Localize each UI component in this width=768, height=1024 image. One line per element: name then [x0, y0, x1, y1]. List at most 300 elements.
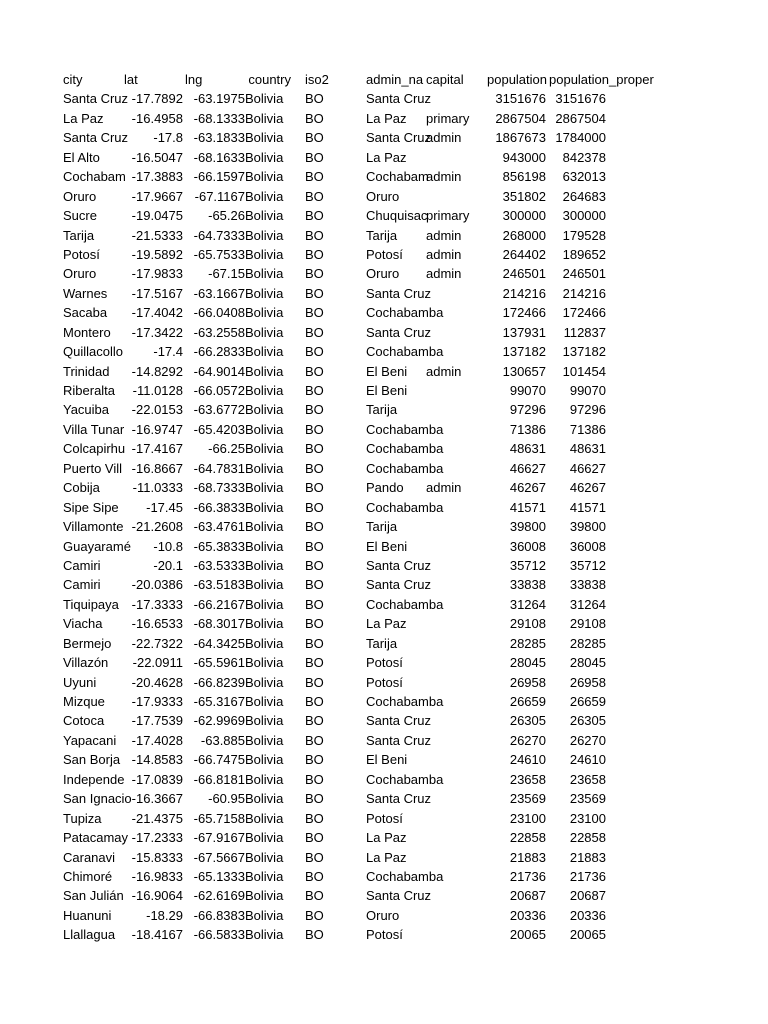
cell-country[interactable]: Bolivia	[245, 655, 284, 671]
cell-population-proper[interactable]: 28045	[569, 655, 606, 671]
cell-country[interactable]: Bolivia	[245, 830, 284, 846]
cell-admin-name[interactable]: Potosí	[366, 927, 403, 943]
cell-city[interactable]: Tupiza	[63, 810, 102, 826]
cell-capital[interactable]	[426, 925, 488, 944]
cell-lat[interactable]: -16.6533	[131, 616, 183, 632]
cell-capital[interactable]	[426, 770, 488, 789]
cell-population-proper[interactable]: 97296	[569, 402, 606, 418]
cell-city[interactable]: Villamonte	[63, 519, 124, 535]
cell-city[interactable]: Patacamay	[63, 830, 129, 846]
cell-capital[interactable]	[426, 595, 488, 614]
cell-population[interactable]: 137182	[502, 344, 546, 360]
cell-population-proper[interactable]: 28285	[569, 635, 606, 651]
cell-population-proper[interactable]: 21736	[569, 868, 606, 884]
cell-population[interactable]: 24610	[509, 752, 546, 768]
header-lng[interactable]: lng	[185, 72, 203, 87]
cell-country[interactable]: Bolivia	[245, 538, 284, 554]
cell-population-proper[interactable]: 179528	[562, 227, 606, 243]
cell-population-proper[interactable]: 48631	[569, 441, 606, 457]
cell-population-proper[interactable]: 20687	[569, 888, 606, 904]
header-lat[interactable]: lat	[124, 72, 138, 87]
cell-country[interactable]: Bolivia	[245, 149, 284, 165]
cell-country[interactable]: Bolivia	[245, 713, 284, 729]
cell-lng[interactable]: -67.15	[208, 266, 245, 282]
cell-population[interactable]: 26659	[509, 694, 546, 709]
cell-country[interactable]: Bolivia	[245, 752, 284, 768]
cell-capital[interactable]	[426, 498, 488, 517]
cell-lat[interactable]: -21.5333	[131, 227, 183, 243]
cell-population[interactable]: 172466	[502, 305, 546, 321]
cell-admin-name[interactable]: Santa Cruz	[366, 130, 432, 146]
cell-lng[interactable]: -64.3425	[193, 635, 245, 651]
cell-admin-name[interactable]: Potosí	[366, 246, 403, 262]
cell-capital[interactable]	[426, 89, 488, 108]
cell-iso2[interactable]: BO	[305, 538, 324, 554]
cell-city[interactable]: Colcapirhu	[63, 441, 126, 457]
cell-city[interactable]: Montero	[63, 324, 111, 340]
cell-lat[interactable]: -11.0128	[132, 383, 183, 398]
header-city[interactable]: city	[63, 72, 83, 87]
cell-country[interactable]: Bolivia	[245, 169, 284, 185]
cell-population-proper[interactable]: 26958	[569, 674, 606, 690]
cell-population-proper[interactable]: 35712	[569, 557, 606, 573]
cell-lng[interactable]: -65.26	[208, 208, 245, 224]
cell-city[interactable]: Mizque	[63, 694, 105, 709]
cell-lat[interactable]: -16.9747	[131, 421, 183, 437]
cell-country[interactable]: Bolivia	[245, 91, 284, 107]
cell-population-proper[interactable]: 842378	[562, 149, 606, 165]
cell-population[interactable]: 20336	[509, 907, 546, 923]
cell-population-proper[interactable]: 26659	[569, 694, 606, 709]
cell-city[interactable]: Sucre	[63, 208, 97, 224]
cell-population[interactable]: 26270	[509, 732, 546, 748]
cell-capital[interactable]	[426, 731, 488, 750]
cell-capital[interactable]	[426, 692, 488, 711]
cell-capital[interactable]	[426, 459, 488, 478]
cell-population[interactable]: 246501	[502, 266, 546, 282]
cell-country[interactable]: Bolivia	[245, 130, 284, 146]
cell-capital[interactable]: primary	[426, 208, 470, 224]
cell-lng[interactable]: -64.9014	[193, 363, 245, 379]
cell-country[interactable]: Bolivia	[245, 110, 284, 126]
cell-country[interactable]: Bolivia	[245, 499, 284, 515]
cell-capital[interactable]: admin	[426, 169, 462, 185]
cell-capital[interactable]	[426, 420, 488, 439]
cell-lat[interactable]: -17.3883	[131, 169, 183, 185]
cell-city[interactable]: Cotoca	[63, 713, 105, 729]
cell-admin-name[interactable]: Cochabamba	[366, 344, 444, 360]
cell-population-proper[interactable]: 264683	[562, 188, 606, 204]
cell-country[interactable]: Bolivia	[245, 285, 284, 301]
cell-capital[interactable]	[426, 673, 488, 692]
cell-lat[interactable]: -17.5167	[131, 285, 183, 301]
cell-iso2[interactable]: BO	[305, 246, 324, 262]
cell-country[interactable]: Bolivia	[245, 480, 284, 496]
cell-population[interactable]: 46627	[509, 460, 546, 476]
cell-country[interactable]: Bolivia	[245, 868, 284, 884]
cell-capital[interactable]	[426, 284, 488, 303]
cell-country[interactable]: Bolivia	[245, 596, 284, 612]
cell-population[interactable]: 28045	[509, 655, 546, 671]
cell-lng[interactable]: -63.4761	[193, 519, 245, 535]
cell-lat[interactable]: -17.9667	[131, 188, 183, 204]
cell-country[interactable]: Bolivia	[245, 402, 284, 418]
cell-population[interactable]: 33838	[509, 577, 546, 593]
cell-city[interactable]: Puerto Vill	[63, 460, 123, 476]
cell-capital[interactable]	[426, 323, 488, 342]
cell-admin-name[interactable]: Cochabamba	[366, 441, 444, 457]
cell-iso2[interactable]: BO	[305, 305, 324, 321]
cell-population[interactable]: 22858	[509, 830, 546, 846]
cell-lng[interactable]: -64.7333	[193, 227, 245, 243]
header-iso2[interactable]: iso2	[305, 72, 329, 87]
cell-city[interactable]: Tiquipaya	[63, 596, 119, 612]
cell-population[interactable]: 130657	[502, 363, 546, 379]
cell-capital[interactable]: admin	[426, 363, 462, 379]
cell-lat[interactable]: -17.7539	[131, 713, 183, 729]
cell-lat[interactable]: -16.5047	[131, 149, 183, 165]
cell-country[interactable]: Bolivia	[245, 246, 284, 262]
cell-admin-name[interactable]: Santa Cruz	[366, 713, 432, 729]
cell-city[interactable]: Warnes	[63, 285, 108, 301]
cell-admin-name[interactable]: Santa Cruz	[366, 791, 432, 807]
cell-country[interactable]: Bolivia	[245, 188, 284, 204]
cell-lng[interactable]: -63.5333	[193, 557, 245, 573]
cell-iso2[interactable]: BO	[305, 110, 324, 126]
header-admin-name[interactable]: admin_na	[366, 72, 424, 87]
cell-lat[interactable]: -17.9333	[131, 694, 183, 709]
cell-admin-name[interactable]: Santa Cruz	[366, 732, 432, 748]
cell-admin-name[interactable]: Potosí	[366, 810, 403, 826]
cell-capital[interactable]	[426, 187, 488, 206]
cell-admin-name[interactable]: Santa Cruz	[366, 577, 432, 593]
cell-admin-name[interactable]: Santa Cruz	[366, 285, 432, 301]
cell-capital[interactable]	[426, 400, 488, 419]
cell-lng[interactable]: -67.9167	[193, 830, 245, 846]
cell-city[interactable]: Llallagua	[63, 927, 116, 943]
cell-population[interactable]: 943000	[502, 149, 546, 165]
cell-capital[interactable]	[426, 634, 488, 653]
cell-country[interactable]: Bolivia	[245, 305, 284, 321]
cell-lat[interactable]: -19.0475	[131, 208, 183, 224]
cell-iso2[interactable]: BO	[305, 907, 324, 923]
cell-capital[interactable]	[426, 517, 488, 536]
cell-population-proper[interactable]: 632013	[562, 169, 606, 185]
cell-lat[interactable]: -17.9833	[131, 266, 183, 282]
cell-capital[interactable]: admin	[426, 130, 462, 146]
cell-population-proper[interactable]: 23569	[569, 791, 606, 807]
cell-city[interactable]: Huanuni	[63, 907, 112, 923]
cell-lat[interactable]: -17.4167	[131, 441, 183, 457]
cell-lat[interactable]: -22.0153	[131, 402, 183, 418]
cell-city[interactable]: Quillacollo	[63, 344, 123, 360]
cell-iso2[interactable]: BO	[305, 655, 324, 671]
cell-capital[interactable]	[426, 575, 488, 594]
cell-admin-name[interactable]: Tarija	[366, 635, 398, 651]
cell-population-proper[interactable]: 21883	[569, 849, 606, 865]
cell-lat[interactable]: -10.8	[153, 538, 183, 554]
cell-population-proper[interactable]: 99070	[569, 383, 606, 398]
cell-country[interactable]: Bolivia	[245, 460, 284, 476]
cell-population-proper[interactable]: 23658	[569, 771, 606, 787]
cell-admin-name[interactable]: Cochabamba	[366, 694, 444, 709]
cell-country[interactable]: Bolivia	[245, 441, 284, 457]
cell-capital[interactable]: admin	[426, 227, 462, 243]
cell-population[interactable]: 26305	[509, 713, 546, 729]
cell-city[interactable]: Cobija	[63, 480, 100, 496]
cell-lng[interactable]: -65.7158	[193, 810, 245, 826]
cell-lng[interactable]: -65.3833	[193, 538, 245, 554]
cell-population-proper[interactable]: 101454	[562, 363, 606, 379]
cell-population[interactable]: 20687	[509, 888, 546, 904]
cell-lng[interactable]: -66.2167	[193, 596, 245, 612]
cell-iso2[interactable]: BO	[305, 849, 324, 865]
cell-iso2[interactable]: BO	[305, 927, 324, 943]
cell-iso2[interactable]: BO	[305, 344, 324, 360]
cell-city[interactable]: San Ignacio	[63, 791, 132, 807]
cell-lat[interactable]: -22.7322	[131, 635, 183, 651]
cell-lng[interactable]: -66.7475	[193, 752, 245, 768]
cell-population[interactable]: 1867673	[495, 130, 546, 146]
cell-iso2[interactable]: BO	[305, 91, 324, 107]
cell-country[interactable]: Bolivia	[245, 732, 284, 748]
cell-population[interactable]: 29108	[509, 616, 546, 632]
cell-country[interactable]: Bolivia	[245, 557, 284, 573]
cell-lng[interactable]: -68.3017	[193, 616, 245, 632]
cell-capital[interactable]	[426, 614, 488, 633]
cell-lng[interactable]: -65.5961	[193, 655, 245, 671]
cell-capital[interactable]	[426, 848, 488, 867]
cell-lng[interactable]: -63.885	[200, 732, 245, 748]
cell-city[interactable]: Yapacani	[63, 732, 117, 748]
cell-admin-name[interactable]: Oruro	[366, 188, 400, 204]
cell-city[interactable]: Yacuiba	[63, 402, 110, 418]
cell-admin-name[interactable]: La Paz	[366, 616, 407, 632]
cell-population[interactable]: 21883	[509, 849, 546, 865]
cell-country[interactable]: Bolivia	[245, 888, 284, 904]
cell-lat[interactable]: -18.4167	[131, 927, 183, 943]
cell-population-proper[interactable]: 33838	[569, 577, 606, 593]
cell-iso2[interactable]: BO	[305, 519, 324, 535]
cell-country[interactable]: Bolivia	[245, 266, 284, 282]
cell-population[interactable]: 39800	[509, 519, 546, 535]
cell-population-proper[interactable]: 46627	[569, 460, 606, 476]
cell-population[interactable]: 856198	[502, 169, 546, 185]
cell-population[interactable]: 264402	[502, 246, 546, 262]
header-capital[interactable]: capital	[426, 72, 464, 87]
cell-admin-name[interactable]: Santa Cruz	[366, 91, 432, 107]
cell-population-proper[interactable]: 3151676	[555, 91, 606, 107]
cell-lng[interactable]: -68.7333	[193, 480, 245, 496]
cell-population[interactable]: 20065	[509, 927, 546, 943]
cell-capital[interactable]	[426, 148, 488, 167]
cell-population-proper[interactable]: 20065	[569, 927, 606, 943]
cell-lng[interactable]: -63.1667	[193, 285, 245, 301]
cell-lat[interactable]: -17.4028	[131, 732, 183, 748]
cell-country[interactable]: Bolivia	[245, 421, 284, 437]
cell-lng[interactable]: -65.1333	[193, 868, 245, 884]
cell-city[interactable]: Villazón	[63, 655, 109, 671]
cell-population-proper[interactable]: 26305	[569, 713, 606, 729]
cell-country[interactable]: Bolivia	[245, 616, 284, 632]
cell-admin-name[interactable]: Tarija	[366, 519, 398, 535]
cell-lng[interactable]: -63.1833	[193, 130, 245, 146]
cell-population[interactable]: 23658	[509, 771, 546, 787]
cell-iso2[interactable]: BO	[305, 266, 324, 282]
cell-population[interactable]: 97296	[509, 402, 546, 418]
cell-iso2[interactable]: BO	[305, 421, 324, 437]
cell-admin-name[interactable]: El Beni	[366, 383, 408, 398]
cell-iso2[interactable]: BO	[305, 557, 324, 573]
cell-lng[interactable]: -67.5667	[193, 849, 245, 865]
cell-admin-name[interactable]: Cochabamba	[366, 421, 444, 437]
cell-city[interactable]: Caranavi	[63, 849, 116, 865]
cell-admin-name[interactable]: Tarija	[366, 402, 398, 418]
cell-iso2[interactable]: BO	[305, 402, 324, 418]
cell-lat[interactable]: -17.45	[146, 499, 183, 515]
cell-population-proper[interactable]: 36008	[569, 538, 606, 554]
cell-population-proper[interactable]: 39800	[569, 519, 606, 535]
cell-lat[interactable]: -21.2608	[131, 519, 183, 535]
cell-admin-name[interactable]: Cochabamba	[366, 460, 444, 476]
cell-admin-name[interactable]: Santa Cruz	[366, 324, 432, 340]
cell-lat[interactable]: -17.7892	[131, 91, 183, 107]
cell-lat[interactable]: -17.4042	[131, 305, 183, 321]
cell-admin-name[interactable]: La Paz	[366, 149, 407, 165]
cell-capital[interactable]	[426, 906, 488, 925]
cell-population[interactable]: 23569	[509, 791, 546, 807]
cell-city[interactable]: La Paz	[63, 110, 104, 126]
cell-country[interactable]: Bolivia	[245, 208, 284, 224]
cell-population[interactable]: 268000	[502, 227, 546, 243]
header-population[interactable]: population	[487, 72, 547, 87]
cell-population-proper[interactable]: 2867504	[555, 110, 606, 126]
cell-lng[interactable]: -66.0408	[193, 305, 245, 321]
cell-population[interactable]: 351802	[502, 188, 546, 204]
cell-admin-name[interactable]: La Paz	[366, 849, 407, 865]
cell-population[interactable]: 41571	[509, 499, 546, 515]
cell-admin-name[interactable]: El Beni	[366, 538, 408, 554]
cell-lat[interactable]: -14.8292	[131, 363, 183, 379]
cell-lng[interactable]: -63.5183	[193, 577, 245, 593]
cell-population-proper[interactable]: 31264	[569, 596, 606, 612]
cell-population-proper[interactable]: 20336	[569, 907, 606, 923]
cell-country[interactable]: Bolivia	[245, 849, 284, 865]
cell-country[interactable]: Bolivia	[245, 519, 284, 535]
cell-city[interactable]: Oruro	[63, 266, 97, 282]
cell-lat[interactable]: -22.0911	[132, 655, 183, 671]
cell-city[interactable]: Villa Tunar	[63, 421, 125, 437]
cell-lat[interactable]: -20.4628	[131, 674, 183, 690]
cell-admin-name[interactable]: Cochabamba	[366, 596, 444, 612]
header-country[interactable]: country	[248, 72, 291, 87]
cell-city[interactable]: Tarija	[63, 227, 95, 243]
cell-population-proper[interactable]: 246501	[562, 266, 606, 282]
cell-iso2[interactable]: BO	[305, 324, 324, 340]
cell-iso2[interactable]: BO	[305, 227, 324, 243]
cell-admin-name[interactable]: Santa Cruz	[366, 557, 432, 573]
cell-population-proper[interactable]: 1784000	[555, 130, 606, 146]
cell-country[interactable]: Bolivia	[245, 694, 284, 709]
cell-iso2[interactable]: BO	[305, 460, 324, 476]
cell-iso2[interactable]: BO	[305, 810, 324, 826]
cell-city[interactable]: Oruro	[63, 188, 97, 204]
cell-country[interactable]: Bolivia	[245, 227, 284, 243]
cell-iso2[interactable]: BO	[305, 713, 324, 729]
cell-iso2[interactable]: BO	[305, 208, 324, 224]
cell-iso2[interactable]: BO	[305, 616, 324, 632]
cell-population[interactable]: 214216	[502, 285, 546, 301]
cell-population[interactable]: 300000	[502, 208, 546, 224]
cell-capital[interactable]	[426, 342, 488, 361]
cell-lat[interactable]: -16.4958	[131, 110, 183, 126]
cell-city[interactable]: Santa Cruz	[63, 130, 129, 146]
cell-city[interactable]: Cochabam	[63, 169, 126, 185]
cell-lng[interactable]: -66.2833	[193, 344, 245, 360]
cell-country[interactable]: Bolivia	[245, 635, 284, 651]
cell-lng[interactable]: -65.4203	[193, 421, 245, 437]
cell-admin-name[interactable]: Cochabamba	[366, 305, 444, 321]
cell-city[interactable]: Viacha	[63, 616, 103, 632]
cell-iso2[interactable]: BO	[305, 732, 324, 748]
cell-lng[interactable]: -62.6169	[193, 888, 245, 904]
cell-iso2[interactable]: BO	[305, 674, 324, 690]
cell-population-proper[interactable]: 214216	[562, 285, 606, 301]
cell-admin-name[interactable]: Oruro	[366, 907, 400, 923]
cell-capital[interactable]	[426, 789, 488, 808]
cell-lng[interactable]: -65.3167	[193, 694, 245, 709]
cell-population[interactable]: 31264	[509, 596, 546, 612]
cell-population-proper[interactable]: 46267	[569, 480, 606, 496]
cell-city[interactable]: Chimoré	[63, 868, 113, 884]
cell-city[interactable]: Trinidad	[63, 363, 110, 379]
cell-lng[interactable]: -68.1633	[193, 149, 245, 165]
cell-population[interactable]: 23100	[509, 810, 546, 826]
cell-city[interactable]: Camiri	[63, 577, 101, 593]
cell-population-proper[interactable]: 26270	[569, 732, 606, 748]
cell-country[interactable]: Bolivia	[245, 344, 284, 360]
cell-iso2[interactable]: BO	[305, 363, 324, 379]
cell-admin-name[interactable]: Potosí	[366, 655, 403, 671]
cell-lat[interactable]: -17.3333	[131, 596, 183, 612]
cell-country[interactable]: Bolivia	[245, 363, 284, 379]
cell-lng[interactable]: -66.25	[208, 441, 245, 457]
cell-iso2[interactable]: BO	[305, 888, 324, 904]
cell-lat[interactable]: -16.9833	[131, 868, 183, 884]
cell-admin-name[interactable]: Cochabamba	[366, 499, 444, 515]
cell-admin-name[interactable]: Cochabamba	[366, 868, 444, 884]
cell-lng[interactable]: -67.1167	[194, 188, 245, 204]
cell-population[interactable]: 137931	[502, 324, 546, 340]
cell-lat[interactable]: -17.3422	[131, 324, 183, 340]
cell-population-proper[interactable]: 71386	[569, 421, 606, 437]
cell-lat[interactable]: -17.0839	[131, 771, 183, 787]
cell-country[interactable]: Bolivia	[245, 577, 284, 593]
header-population-proper[interactable]: population_proper	[549, 72, 654, 87]
cell-lat[interactable]: -16.8667	[131, 460, 183, 476]
cell-capital[interactable]	[426, 750, 488, 769]
cell-iso2[interactable]: BO	[305, 771, 324, 787]
cell-population-proper[interactable]: 112837	[563, 324, 606, 340]
cell-lng[interactable]: -66.3833	[193, 499, 245, 515]
cell-country[interactable]: Bolivia	[245, 927, 284, 943]
cell-country[interactable]: Bolivia	[245, 674, 284, 690]
cell-iso2[interactable]: BO	[305, 188, 324, 204]
cell-population-proper[interactable]: 22858	[569, 830, 606, 846]
cell-admin-name[interactable]: Oruro	[366, 266, 400, 282]
cell-capital[interactable]	[426, 556, 488, 575]
cell-lng[interactable]: -64.7831	[193, 460, 245, 476]
